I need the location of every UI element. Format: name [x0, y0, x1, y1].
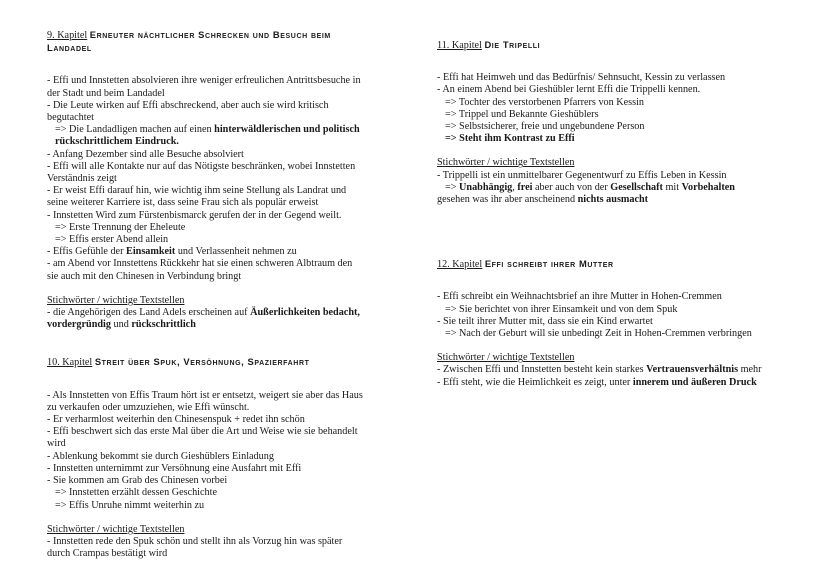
bullet-line: - Sie kommen am Grab des Chinesen vorbei: [47, 475, 228, 487]
arrow-line: => Tochter des verstorbenen Pfarrers von Kessin: [445, 96, 645, 108]
chapter-12-heading: [437, 258, 787, 271]
bullet-line: - Effi und Innstetten absolvieren ihre weniger erfreulichen Antrittsbesuche in der Stadt und beim Landadel: [47, 75, 361, 99]
keywords-subheading: Stichwörter / wichtige Textstellen: [47, 294, 185, 306]
bullet-line: - Effi schreibt ein Weihnachtsbrief an ihre Mutter in Hohen-Cremmen: [437, 291, 722, 303]
arrow-line: => Trippel und Bekannte Gieshüblers: [445, 108, 599, 120]
keyword-line: - Trippelli ist ein unmittelbarer Gegenentwurf zu Effis Leben in Kessin: [437, 169, 727, 181]
bullet-line: - Innstetten Wird zum Fürstenbismarck gerufen der in der Gegend weilt.: [47, 209, 342, 221]
chapter-10-section: [47, 356, 365, 560]
bullet-line: - Er weist Effi darauf hin, wie wichtig ihm seine Stellung als Landrat und seine weiterer Karriere ist, dass seine Frau sich als populär erweist: [47, 185, 347, 209]
keyword-line: - Zwischen Effi und Innstetten besteht kein starkes Vertrauensverhältnis mehr: [437, 364, 762, 376]
bullet-line: - Effis Gefühle der Einsamkeit und Verlassenheit nehmen zu: [47, 246, 297, 258]
keyword-line: - Innstetten rede den Spuk schön und stellt ihn als Vorzug hin was später durch Crampas bestätigt wird: [47, 535, 343, 560]
keyword-line: => Unabhängig, frei aber auch von der Gesellschaft mit Vorbehalten: [445, 181, 735, 193]
chapter-9-title: Erneuter nächtlicher Schrecken und Besuch beim Landadel: [47, 29, 331, 54]
chapter-12-number: 12. Kapitel: [437, 259, 483, 271]
bullet-line: - Innstetten unternimmt zur Versöhnung eine Ausfahrt mit Effi: [47, 462, 302, 474]
bullet-line: - Die Leute wirken auf Effi abschreckend, aber auch sie wird kritisch begutachtet: [47, 99, 329, 124]
arrow-line: => Effis Unruhe nimmt weiterhin zu: [55, 499, 205, 511]
bullet-line: - Effi will alle Kontakte nur auf das Nötigste beschränken, wobei Innstetten Verständnis zeigt: [47, 160, 356, 185]
chapter-9-section: [47, 29, 365, 331]
chapter-10-heading: [47, 356, 365, 369]
arrow-line: => Sie berichtet von ihrer Einsamkeit und von dem Spuk: [445, 303, 678, 315]
arrow-line: => Effis erster Abend allein: [55, 234, 169, 246]
chapter-11-title: Die Tripelli: [484, 39, 541, 50]
right-column: [437, 39, 787, 389]
bullet-line: - Er verharmlost weiterhin den Chinesenspuk + redet ihn schön: [47, 414, 305, 426]
chapter-9-heading: [47, 29, 365, 55]
chapter-12-title: Effi schreibt ihrer Mutter: [484, 258, 614, 270]
keywords-subheading: Stichwörter / wichtige Textstellen: [47, 523, 185, 535]
arrow-line: => Erste Trennung der Eheleute: [55, 221, 186, 233]
keyword-line: - die Angehörigen des Land Adels erscheinen auf Äußerlichkeiten bedacht, vordergründig und rückschrittlich: [47, 307, 360, 331]
bullet-line: - Ablenkung bekommt sie durch Gieshüblers Einladung: [47, 450, 274, 462]
arrow-line: => Die Landadligen machen auf einen hinterwäldlerischen und politisch rückschrittlichem Eindruck.: [55, 124, 360, 148]
bullet-line: - Effi beschwert sich das erste Mal über die Art und Weise wie sie behandelt wird: [47, 426, 358, 450]
chapter-9-number: 9. Kapitel: [47, 30, 88, 41]
bullet-line: - Anfang Dezember sind alle Besuche absolviert: [47, 148, 244, 160]
arrow-line: => Innstetten erzählt dessen Geschichte: [55, 487, 217, 499]
bullet-line: - Als Innstetten von Effis Traum hört ist er entsetzt, weigert sie aber das Haus zu verkaufen oder umzuziehen, wie Effi wünscht.: [47, 389, 363, 413]
chapter-11-heading: [437, 39, 787, 52]
bullet-line: - Sie teilt ihrer Mutter mit, dass sie ein Kind erwartet: [437, 315, 653, 327]
chapter-12-section: [437, 258, 787, 389]
keyword-line: gesehen was ihr aber anscheinend nichts ausmacht: [437, 194, 649, 206]
keywords-subheading: Stichwörter / wichtige Textstellen: [437, 157, 575, 169]
arrow-line: => Selbstsicherer, freie und ungebundene Person: [445, 121, 645, 133]
chapter-10-number: 10. Kapitel: [47, 357, 93, 369]
bullet-line: - am Abend vor Innstettens Rückkehr hat sie einen schweren Albtraum den sie auch mit den Chinesen in Verbindung bringt: [47, 258, 353, 282]
left-column: [47, 29, 365, 560]
chapter-11-number: 11. Kapitel: [437, 40, 482, 51]
arrow-line: => Nach der Geburt will sie unbedingt Zeit in Hohen-Cremmen verbringen: [445, 328, 752, 340]
keyword-line: - Effi steht, wie die Heimlichkeit es zeigt, unter innerem und äußeren Druck: [437, 376, 757, 388]
bullet-line: - An einem Abend bei Gieshübler lernt Effi die Trippelli kennen.: [437, 84, 701, 96]
chapter-10-title: Streit über Spuk, Versöhnung, Spazierfahrt: [94, 356, 310, 368]
arrow-line: => Steht ihm Kontrast zu Effi: [445, 133, 575, 145]
chapter-11-section: [437, 39, 787, 206]
bullet-line: - Effi hat Heimweh und das Bedürfnis/ Sehnsucht, Kessin zu verlassen: [437, 72, 726, 84]
keywords-subheading: Stichwörter / wichtige Textstellen: [437, 352, 575, 364]
